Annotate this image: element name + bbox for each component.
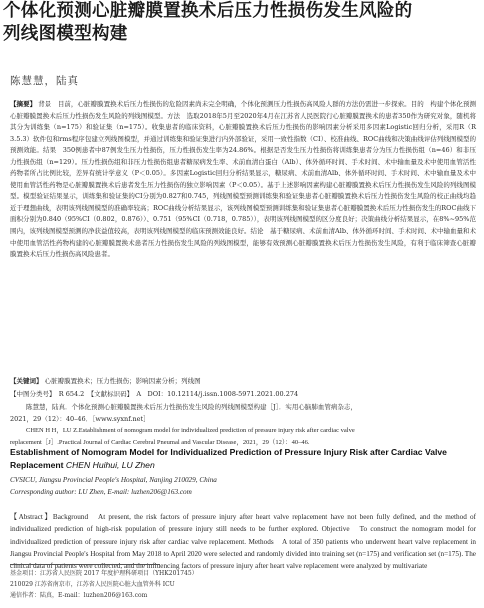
citation-en-line-1: CHEN H H，LU Z.Establishment of nomogram model for individualized prediction of pressure injury risk after cardiac valve xyxy=(26,427,355,434)
footer-fund: 基金项目：江苏省人民医院 2017 年度护理科研项目（YHK201745） xyxy=(10,570,198,577)
citation-cn-line-1: 陈慧慧，陆真．个体化预测心脏瓣膜置换术后压力性损伤发生风险的列线图模型构建［J］．实用心脑肺血管病杂志， xyxy=(26,403,357,411)
english-abstract-body: 【Abstract】Background At present, the risk factors of pressure injury after heart valve replacement have not been fully defined, and the method of individualized prediction of high-risk population of pressure injury still needs to be further explored. Objective To construct the nomogram model for individualized prediction of pressure injury risk after cardiac valve replacement. Methods A total of 350 patients who underwent heart valve replacement in Jiangsu Provincial People's Hospital from May 2018 to April 2020 were selected and randomly divided into training set (n=175) and verification set (n=175). The clinical data of patients were collected, and the influencing factors of pressure injury after heart valve replacement were analyzed by multivariate xyxy=(10,513,476,571)
classification-line: 【中图分类号】 R 654.2 【文献标识码】 A DOI：10.12114/j.issn.1008-5971.2021.00.274 xyxy=(10,390,299,398)
citation-cn xyxy=(10,402,476,425)
english-title-text: Establishment of Nomogram Model for Individualized Prediction of Pressure Injury Risk after Cardiac Valve Replacement xyxy=(10,447,447,470)
abstract-label: 【摘要】 xyxy=(10,100,37,108)
chinese-abstract xyxy=(10,99,476,261)
keywords xyxy=(10,376,476,388)
english-affiliation-text: CVSICU, Jiangsu Provincial People's Hospital, Nanjing 210029, China xyxy=(10,476,217,484)
english-corresponding xyxy=(10,487,476,499)
title-line-2: 列线图模型构建 xyxy=(3,24,128,44)
keywords-text: 心脏瓣膜置换术；压力性损伤；影响因素分析；列线图 xyxy=(44,377,201,385)
english-title xyxy=(10,446,478,472)
citation-en-line-2: replacement［J］.Practical Journal of Cardiac Cerebral Pneumal and Vascular Disease，2021，29（12）：40–46. xyxy=(10,438,310,446)
citation-en xyxy=(10,425,476,448)
title-line-1: 个体化预测心脏瓣膜置换术后压力性损伤发生风险的 xyxy=(3,1,413,21)
footnote-divider xyxy=(10,564,160,565)
english-corresponding-text: Corresponding author: LU Zhen, E-mail: luzhen206@163.com xyxy=(10,488,192,496)
footer-corresponding: 通信作者：陆真，E-mail：luzhen206@163.com xyxy=(10,592,148,599)
citation-cn-line-2: 2021，29（12）：40–46．［www.syxnf.net］ xyxy=(10,414,150,423)
footer-address: 210029 江苏省南京市，江苏省人民医院心脏大血管外科 ICU xyxy=(10,581,175,588)
authors: 陈慧慧，陆真 xyxy=(10,75,79,87)
english-authors: CHEN Huihui, LU Zhen xyxy=(65,460,155,470)
abstract-body: 背景 目前，心脏瓣膜置换术后压力性损伤的危险因素尚未完全明确，个体化预测压力性损伤高风险人群的方法仍需进一步探索。目的 构建个体化预测心脏瓣膜置换术后压力性损伤发生风险的列线图模型。方法 选取2018年5月至2020年4月在江苏省人民医院行心脏瓣膜置换术的患者350作为研究对象，随机将其分为训练集（n=175）和验证集（n=175）。收集患者的临床资料，心脏瓣膜置换术后压力性损伤的影响因素分析采用多因素Logistic回归分析，采用R（R 3.5.3）软件包和rms程序包建立列线图模型，并通过训练集和验证集进行内外部验证，采用一致性指数（CI）、校准曲线、ROC曲线和决策曲线评估列线图模型的预测效能。结果 350例患者中87例发生压力性损伤，压力性损伤发生率为24.86%。根据是否发生压力性损伤将训练集患者分为压力性损伤组（n=46）和非压力性损伤组（n=129）。压力性损伤组和非压力性损伤组患者糖尿病发生率、术前血清白蛋白（Alb）、体外循环时间、手术时间、术中输血量及术中使用血管活性药物者所占比例比较，差异有统计学意义（P＜0.05）。多因素Logistic回归分析结果显示，糖尿病、术前血清Alb、体外循环时间、手术时间、术中输血量及术中使用血管活性药物是心脏瓣膜置换术后患者发生压力性损伤的独立影响因素（P＜0.05）。基于上述影响因素构建心脏瓣膜置换术后压力性损伤发生风险的列线图模型。模型验证结果显示，训练集和验证集的CI分别为0.827和0.745，列线图模型预测训练集和验证集患者心脏瓣膜置换术后压力性损伤发生风险的校正曲线均趋近于理想曲线，表明该列线图模型的准确率较高；ROC曲线分析结果显示，该列线图模型预测训练集和验证集患者心脏瓣膜置换术后压力性损伤发生的ROC曲线下面积分别为0.840（95%CI（0.802，0.876））、0.751（95%CI（0.718，0.785）），表明该列线图模型的区分度良好；决策曲线分析结果显示，在8%~95%范围内，该列线图模型预测的净获益值较高，表明该列线图模型的临床预测效能良好。结论 基于糖尿病、术前血清Alb、体外循环时间、手术时间、术中输血量和术中使用血管活性药物构建的心脏瓣膜置换术患者压力性损伤发生风险的列线图模型，能够有效预测心脏瓣膜置换术后压力性损伤发生风险，有利于临床筛查心脏瓣膜置换术后压力性损伤高风险患者。 xyxy=(10,100,477,259)
article-title xyxy=(3,0,481,46)
english-affiliation xyxy=(10,475,476,487)
keywords-label: 【关键词】 xyxy=(10,377,43,385)
